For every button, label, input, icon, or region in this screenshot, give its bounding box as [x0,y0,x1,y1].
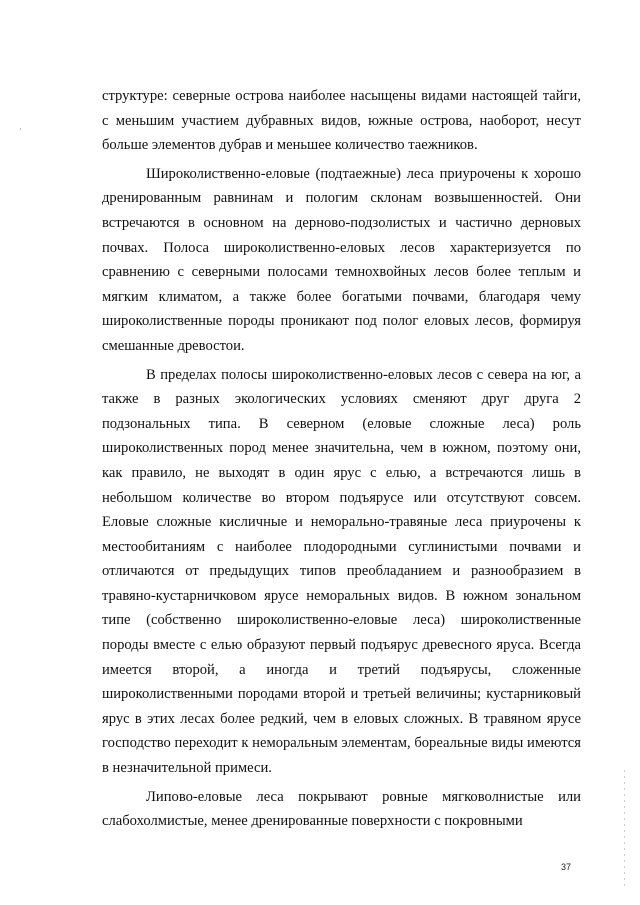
paragraph-continued: структуре: северные острова наиболее насыщены видами настоящей тайги, с меньшим участием дубравных видов, южные острова, наоборот, несут больше элементов дубрав и меньшее количество таежников. [102,88,581,154]
body-text [102,84,581,838]
scan-edge-artifact [624,770,625,890]
paragraph-subtaiga-forests: Широколиственно-еловые (подтаежные) леса приурочены к хорошо дренированным равнинам и пологим склонам возвышенностей. Они встречаются в основном на дерново-подзолистых и частично дерновых почвах. Полоса широколиственно-еловых лесов характеризуется по сравнению с северными полосами темнохвойных лесов более теплым и мягким климатом, а также более богатыми почвами, благодаря чему широколиственные породы проникают под полог еловых лесов, формируя смешанные древостои. [102,165,581,354]
paragraph-subzonal-types: В пределах полосы широколиственно-еловых лесов с севера на юг, а также в разных экологических условиях сменяют друг друга 2 подзональных типа. В северном (еловые сложные леса) роль широколиственных пород менее значительна, чем в южном, поэтому они, как правило, не выходят в один ярус с елью, а встречаются лишь в небольшом количестве во втором подъярусе или отсутствуют совсем. Еловые сложные кисличные и неморально-травяные леса приурочены к местообитаниям с наиболее плодородными суглинистыми почвами и отличаются от предыдущих типов преобладанием и разнообразием в травяно-кустарничковом ярусе неморальных видов. В южном зональном типе (собственно широколиственно-еловые леса) широколиственные породы вместе с елью образуют первый подъярус древесного яруса. Всегда имеется второй, а иногда и третий подъярусы, сложенные широколиственными породами второй и третьей величины; кустарниковый ярус в этих лесах более редкий, чем в еловых сложных. В травяном ярусе господство переходит к неморальным элементам, бореальные виды имеются в незначительной примеси. [102,366,581,777]
scan-mark [20,128,21,130]
paragraph-linden-spruce-forests: Липово-еловые леса покрывают ровные мягковолнистые или слабохолмистые, менее дренированные поверхности с покровными [102,788,581,830]
page-number: 37 [561,862,572,872]
